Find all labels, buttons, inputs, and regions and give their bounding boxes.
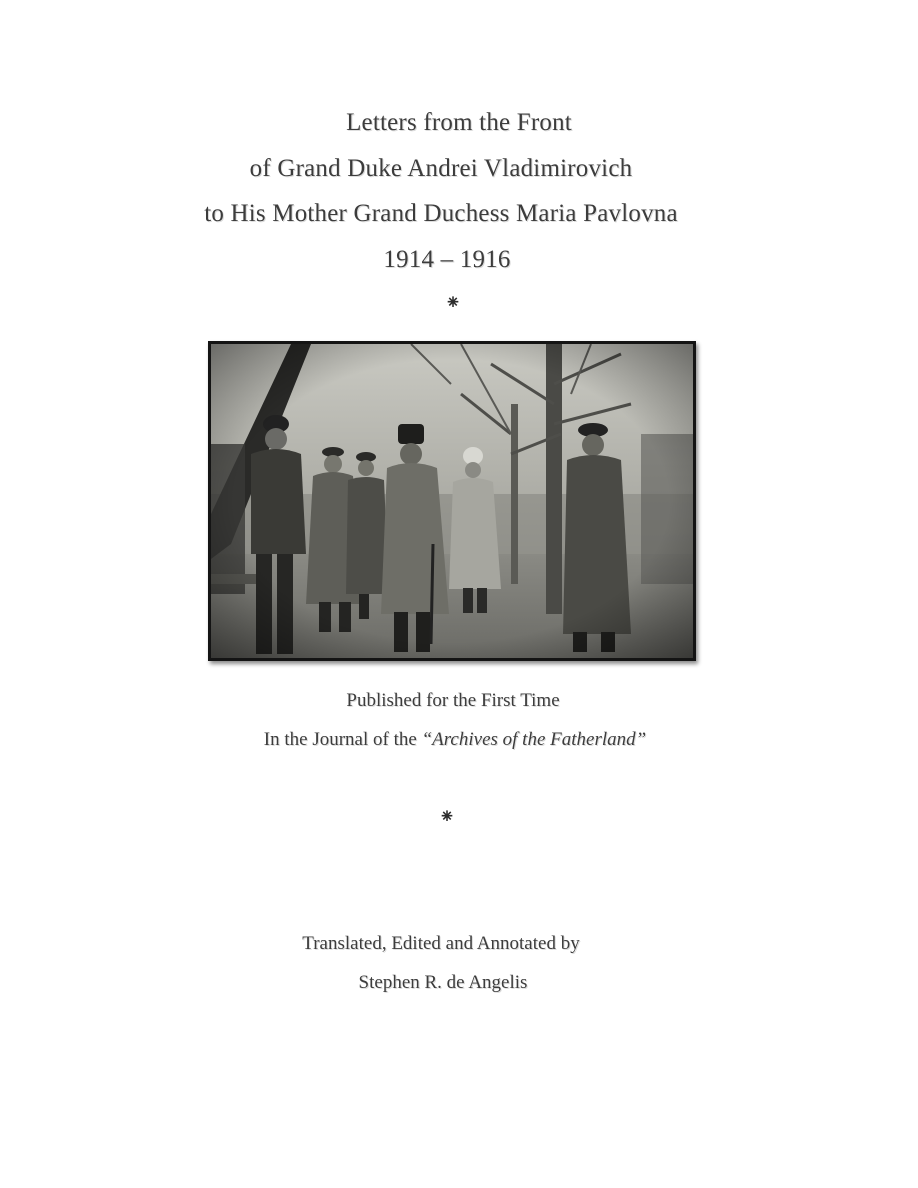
publication-line-2 [0, 729, 914, 751]
title-years: 1914 – 1916 [383, 246, 511, 273]
credits-translator-name: Stephen R. de Angelis [358, 972, 528, 993]
journal-name: “Archives of the Fatherland” [421, 729, 647, 750]
publication-line-1: Published for the First Time [346, 690, 560, 711]
officers-photo-illustration [211, 344, 693, 658]
credits-line-1: Translated, Edited and Annotated by [302, 933, 580, 954]
title-line-1: Letters from the Front [346, 109, 572, 136]
separator-star-2: ⁕ [438, 806, 456, 828]
title-line-3: to His Mother Grand Duchess Maria Pavlovna [204, 200, 678, 227]
publication-prefix: In the Journal of the [263, 729, 422, 750]
title-line-2: of Grand Duke Andrei Vladimirovich [249, 155, 633, 182]
historical-photo [208, 341, 696, 661]
separator-star-1: ⁕ [444, 292, 462, 314]
